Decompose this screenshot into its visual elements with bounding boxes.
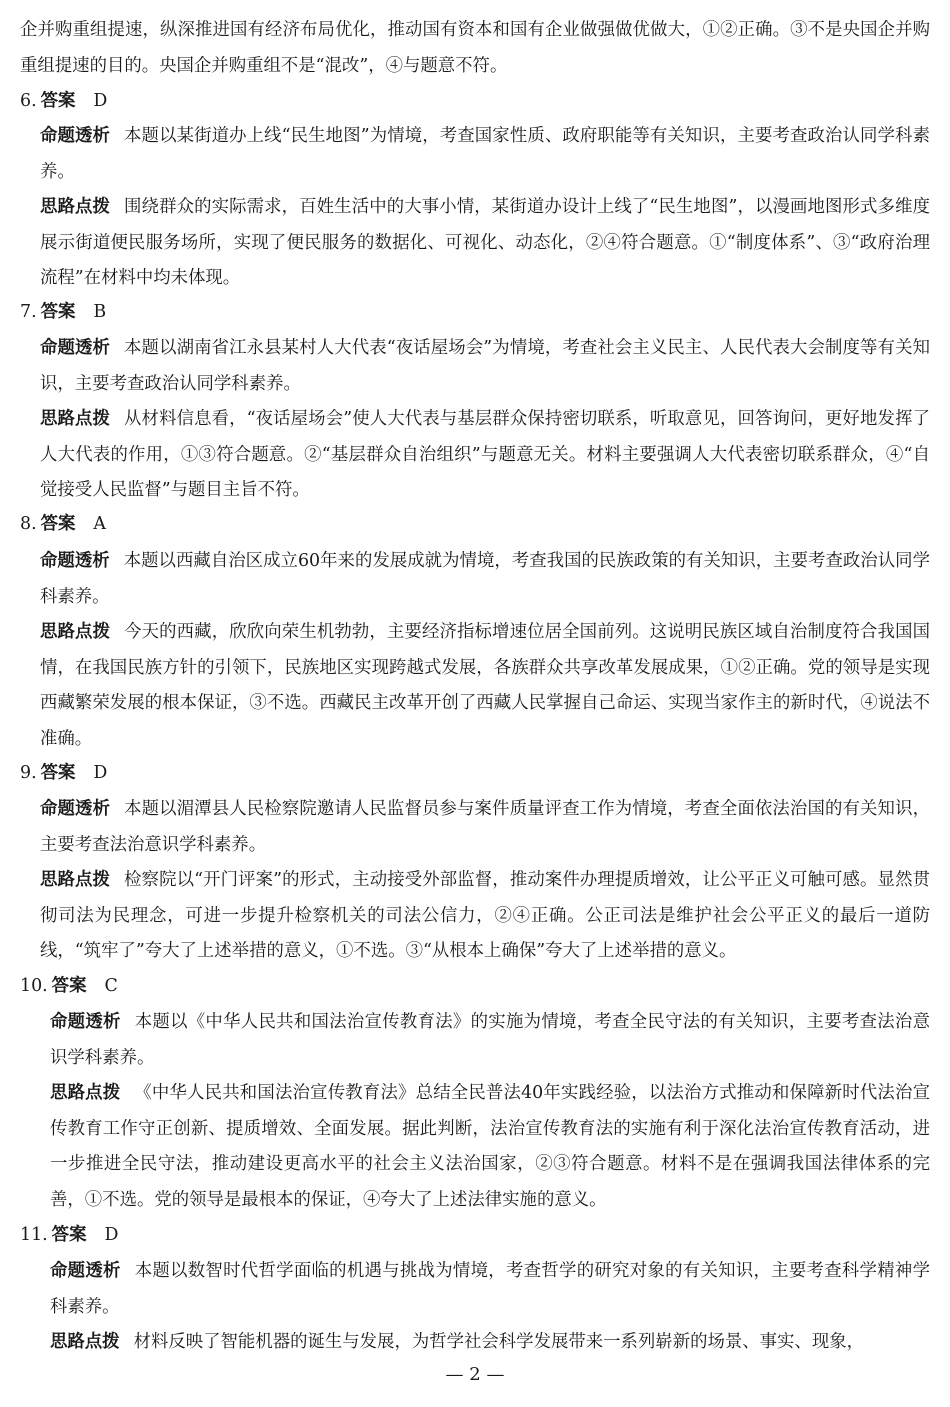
reasoning-label: 思路点拨 [50, 1332, 120, 1352]
analysis-text: 本题以数智时代哲学面临的机遇与挑战为情境，考查哲学的研究对象的有关知识，主要考查科学精神学科素养。 [50, 1261, 930, 1317]
intro-paragraph: 企并购重组提速，纵深推进国有经济布局优化，推动国有资本和国有企业做强做优做大，①②正确。③不是央国企并购重组提速的目的。央国企并购重组不是“混改”，④与题意不符。 [20, 20, 930, 76]
analysis-text: 本题以《中华人民共和国法治宣传教育法》的实施为情境，考查全民守法的有关知识，主要考查法治意识学科素养。 [50, 1012, 930, 1068]
q7-reasoning [40, 402, 930, 509]
analysis-text: 本题以某街道办上线“民生地图”为情境，考查国家性质、政府职能等有关知识，主要考查政治认同学科素养。 [40, 126, 930, 182]
answer-value: D [104, 1225, 119, 1245]
reasoning-text: 今天的西藏，欣欣向荣生机勃勃，主要经济指标增速位居全国前列。这说明民族区域自治制度符合我国国情，在我国民族方针的引领下，民族地区实现跨越式发展，各族群众共享改革发展成果，①②正确。党的领导是实现西藏繁荣发展的根本保证，③不选。西藏民主改革开创了西藏人民掌握自己命运、实现当家作主的新时代，④说法不准确。 [40, 622, 930, 749]
page-number: — 2 — [445, 1364, 505, 1385]
reasoning-text: 从材料信息看，“夜话屋场会”使人大代表与基层群众保持密切联系，听取意见，回答询问，更好地发挥了人大代表的作用，①③符合题意。②“基层群众自治组织”与题意无关。材料主要强调人大代表密切联系群众，④“自觉接受人民监督”与题目主旨不符。 [40, 409, 930, 500]
answer-value: B [93, 302, 107, 322]
answer-value: D [93, 763, 108, 783]
q10-header [20, 971, 118, 1001]
analysis-label: 命题透析 [50, 1012, 121, 1032]
analysis-label: 命题透析 [40, 126, 111, 146]
answer-value: A [93, 514, 106, 534]
question-number: 8. [20, 514, 37, 534]
analysis-text: 本题以西藏自治区成立60年来的发展成就为情境，考查我国的民族政策的有关知识，主要考查政治认同学科素养。 [40, 551, 930, 607]
q8-reasoning [40, 615, 930, 757]
q10-analysis [50, 1005, 930, 1076]
q8-header [20, 509, 106, 539]
reasoning-label: 思路点拨 [40, 622, 111, 642]
question-number: 11. [20, 1225, 48, 1245]
answer-label: 答案 [40, 514, 76, 534]
analysis-label: 命题透析 [50, 1261, 121, 1281]
reasoning-text: 《中华人民共和国法治宣传教育法》总结全民普法40年实践经验，以法治方式推动和保障新时代法治宣传教育工作守正创新、提质增效、全面发展。据此判断，法治宣传教育法的实施有利于深化法治宣传教育活动，进一步推进全民守法，推动建设更高水平的社会主义法治国家，②③符合题意。材料不是在强调我国法律体系的完善，①不选。党的领导是最根本的保证，④夸大了上述法律实施的意义。 [50, 1083, 930, 1210]
answer-label: 答案 [51, 976, 87, 996]
q7-header [20, 297, 106, 327]
question-number: 10. [20, 976, 48, 996]
q9-header [20, 758, 107, 788]
q10-reasoning [50, 1076, 930, 1218]
q6-header [20, 86, 107, 116]
q6-analysis [40, 119, 930, 190]
answer-value: C [104, 976, 118, 996]
question-number: 7. [20, 302, 37, 322]
q11-analysis [50, 1254, 930, 1325]
q8-analysis [40, 544, 930, 615]
reasoning-label: 思路点拨 [40, 409, 111, 429]
q6-reasoning [40, 190, 930, 297]
q9-analysis [40, 792, 930, 863]
q11-header [20, 1220, 118, 1250]
answer-value: D [93, 91, 108, 111]
q9-reasoning [40, 863, 930, 970]
q11-reasoning [50, 1325, 930, 1360]
answer-label: 答案 [40, 302, 76, 322]
answer-label: 答案 [40, 91, 76, 111]
reasoning-label: 思路点拨 [40, 870, 111, 890]
reasoning-text: 材料反映了智能机器的诞生与发展，为哲学社会科学发展带来一系列崭新的场景、事实、现象， [133, 1332, 864, 1352]
reasoning-label: 思路点拨 [40, 197, 111, 217]
analysis-text: 本题以湖南省江永县某村人大代表“夜话屋场会”为情境，考查社会主义民主、人民代表大会制度等有关知识，主要考查政治认同学科素养。 [40, 338, 930, 394]
answer-label: 答案 [40, 763, 76, 783]
analysis-text: 本题以湄潭县人民检察院邀请人民监督员参与案件质量评查工作为情境，考查全面依法治国的有关知识，主要考查法治意识学科素养。 [40, 799, 930, 855]
analysis-label: 命题透析 [40, 338, 111, 358]
reasoning-label: 思路点拨 [50, 1083, 121, 1103]
answer-label: 答案 [51, 1225, 87, 1245]
analysis-label: 命题透析 [40, 551, 110, 571]
analysis-label: 命题透析 [40, 799, 111, 819]
reasoning-text: 检察院以“开门评案”的形式，主动接受外部监督，推动案件办理提质增效，让公平正义可触可感。显然贯彻司法为民理念，可进一步提升检察机关的司法公信力，②④正确。公正司法是维护社会公平正义的最后一道防线，“筑牢了”夸大了上述举措的意义，①不选。③“从根本上确保”夸大了上述举措的意义。 [40, 870, 930, 961]
question-number: 6. [20, 91, 37, 111]
q7-analysis [40, 331, 930, 402]
question-number: 9. [20, 763, 37, 783]
reasoning-text: 围绕群众的实际需求，百姓生活中的大事小情，某街道办设计上线了“民生地图”，以漫画地图形式多维度展示街道便民服务场所，实现了便民服务的数据化、可视化、动态化，②④符合题意。①“制度体系”、③“政府治理流程”在材料中均未体现。 [40, 197, 930, 288]
